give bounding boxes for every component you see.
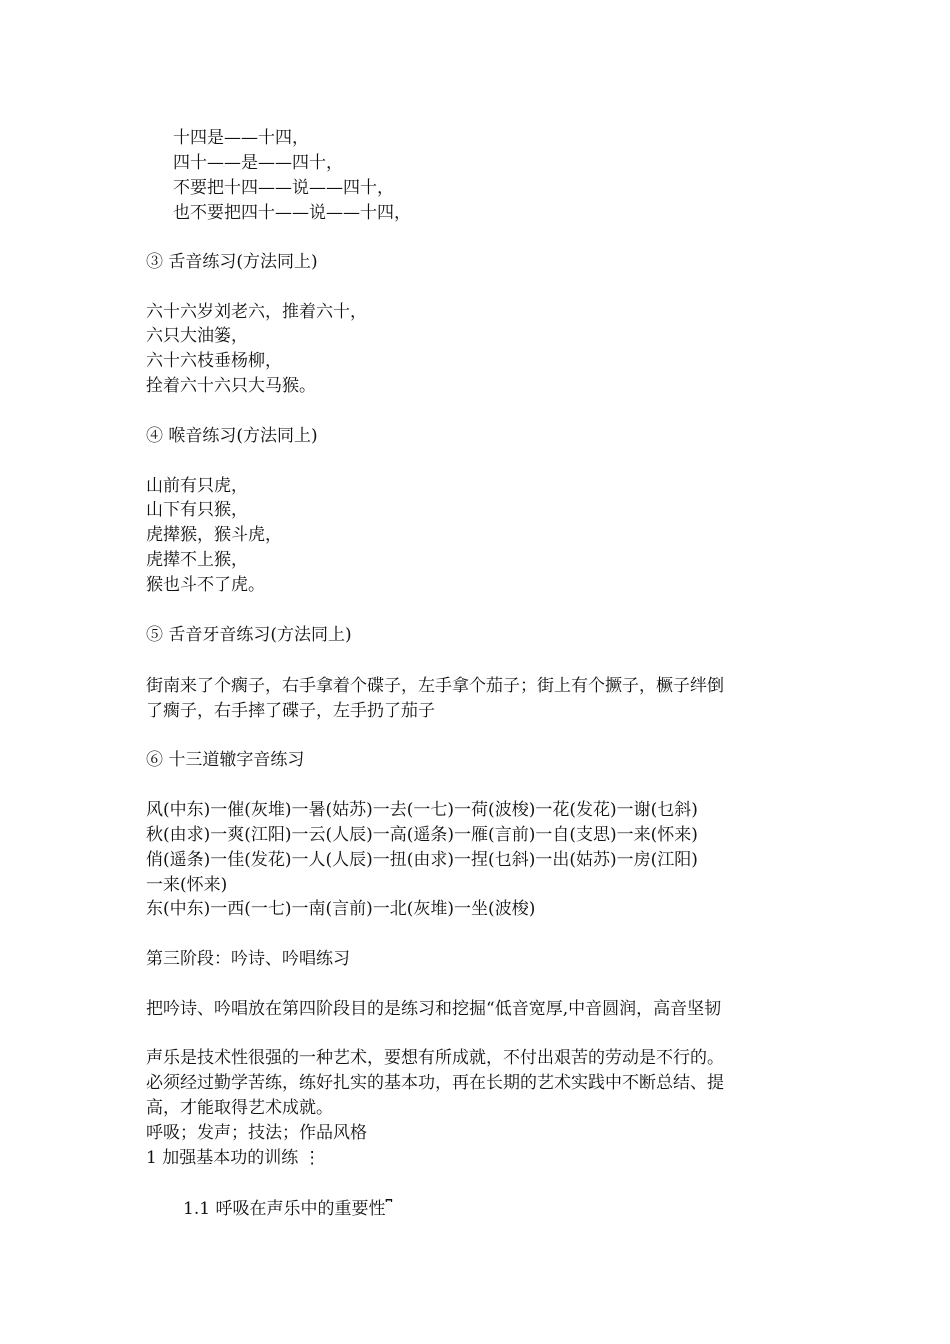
verse-line: 东(中东)一西(一七)一南(言前)一北(灰堆)一坐(波梭) — [146, 899, 536, 919]
verse-line: 猴也斗不了虎。 — [146, 575, 265, 595]
stage-text: 把吟诗、吟唱放在第四阶段目的是练习和挖掘“低音宽厚,中音圆润，高音坚韧 — [146, 999, 722, 1019]
section-heading-rhyme: ⑥ 十三道辙字音练习 — [146, 750, 305, 770]
verse-line: 六十六枝垂杨柳， — [146, 351, 282, 371]
section-heading-throat: ④ 喉音练习(方法同上) — [146, 426, 318, 446]
verse-line: 山前有只虎， — [146, 476, 248, 496]
section-heading-1-1: 1.1 呼吸在声乐中的重要性⎴ — [183, 1199, 393, 1219]
verse-line: 虎撵猴，猴斗虎， — [146, 525, 282, 545]
verse-line: 一来(怀来) — [146, 875, 228, 895]
verse-line: 俏(遥条)一佳(发花)一人(人辰)一扭(由求)一捏(乜斜)一出(姑苏)一房(江阳) — [146, 850, 698, 870]
poem-line: 十四是——十四， — [173, 128, 309, 148]
verse-line: 山下有只猴， — [146, 500, 248, 520]
paragraph-line: 必须经过勤学苦练，练好扎实的基本功，再在长期的艺术实践中不断总结、提 — [146, 1073, 724, 1093]
verse-line: 街南来了个瘸子，右手拿着个碟子，左手拿个茄子；街上有个撅子，橛子绊倒 — [146, 676, 724, 696]
section-heading-tongue: ③ 舌音练习(方法同上) — [146, 252, 318, 272]
aspects-line: 呼吸；发声；技法；作品风格 — [146, 1123, 367, 1143]
verse-line: 虎撵不上猴， — [146, 550, 248, 570]
poem-line: 四十——是——四十， — [173, 153, 343, 173]
poem-line: 不要把十四——说——四十， — [173, 178, 394, 198]
verse-line: 六十六岁刘老六，推着六十， — [146, 302, 367, 322]
section-heading-tongue-teeth: ⑤ 舌音牙音练习(方法同上) — [146, 625, 352, 645]
section-heading-1: 1 加强基本功的训练 ⋮ — [146, 1148, 321, 1168]
verse-line: 拴着六十六只大马猴。 — [146, 376, 316, 396]
verse-line: 风(中东)一催(灰堆)一暑(姑苏)一去(一七)一荷(波梭)一花(发花)一谢(乜斜) — [146, 800, 698, 820]
stage-heading: 第三阶段：吟诗、吟唱练习 — [146, 949, 350, 969]
verse-line: 了瘸子，右手摔了碟子，左手扔了茄子 — [146, 701, 435, 721]
verse-line: 六只大油篓， — [146, 326, 248, 346]
verse-line: 秋(由求)一爽(江阳)一云(人辰)一高(遥条)一雁(言前)一自(支思)一来(怀来) — [146, 825, 698, 845]
poem-line: 也不要把四十——说——十四， — [173, 203, 411, 223]
paragraph-line: 声乐是技术性很强的一种艺术，要想有所成就，不付出艰苦的劳动是不行的。 — [146, 1048, 724, 1068]
paragraph-line: 高，才能取得艺术成就。 — [146, 1098, 333, 1118]
